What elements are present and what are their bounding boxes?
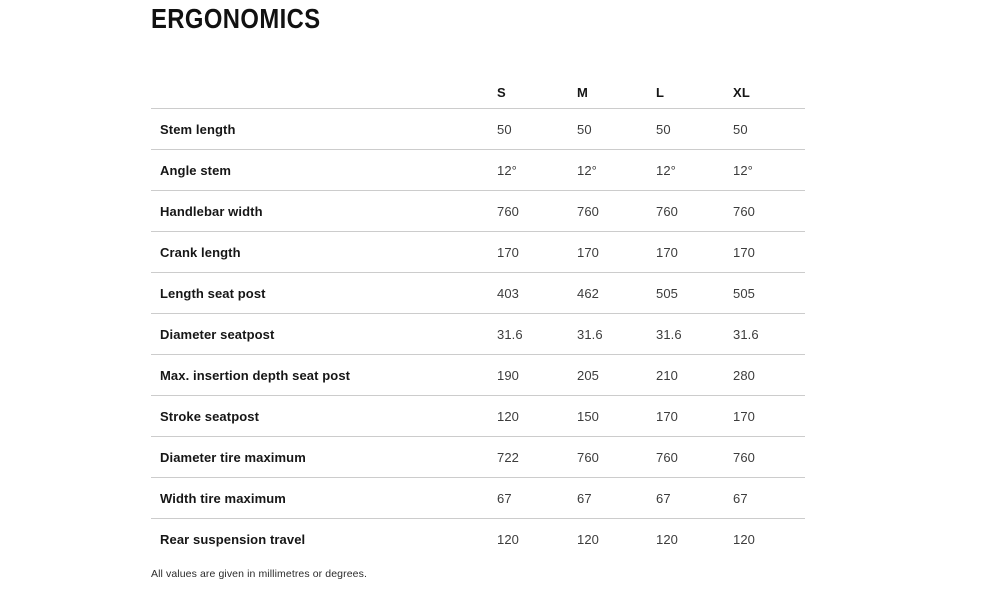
table-row	[151, 232, 805, 273]
cell-value: 170	[577, 232, 656, 273]
cell-value: 12°	[497, 150, 577, 191]
column-header-xl: XL	[733, 65, 805, 109]
table-row	[151, 314, 805, 355]
cell-value: 170	[656, 396, 733, 437]
cell-value: 170	[733, 396, 805, 437]
row-label: Max. insertion depth seat post	[151, 355, 497, 396]
cell-value: 760	[577, 191, 656, 232]
cell-value: 120	[497, 531, 519, 547]
cell-value: 67	[577, 478, 656, 519]
cell-value: 31.6	[577, 314, 656, 355]
cell-value: 67	[497, 478, 577, 519]
cell-value: 505	[656, 273, 733, 314]
row-label: Crank length	[151, 232, 497, 273]
table-head	[151, 65, 805, 109]
cell-value: 50	[497, 109, 577, 150]
table-row	[151, 519, 805, 560]
row-label: Angle stem	[151, 150, 497, 191]
row-label: Rear suspension travel	[160, 531, 306, 547]
cell-value: 760	[577, 437, 656, 478]
cell-value: 760	[656, 437, 733, 478]
page-title: ERGONOMICS	[151, 3, 321, 34]
cell-value: 170	[656, 232, 733, 273]
cell-value: 67	[656, 478, 733, 519]
table-header-row	[151, 65, 805, 109]
cell-value: 50	[733, 109, 805, 150]
cell-value: 760	[497, 191, 577, 232]
corner-cell	[151, 65, 497, 109]
cell-value: 12°	[656, 150, 733, 191]
table-row	[151, 273, 805, 314]
cell-value: 120	[733, 531, 755, 547]
cell-value: 403	[497, 273, 577, 314]
cell-value: 280	[733, 355, 805, 396]
row-label: Diameter tire maximum	[151, 437, 497, 478]
cell-value: 120	[656, 531, 678, 547]
cell-value: 31.6	[497, 314, 577, 355]
cell-value: 50	[656, 109, 733, 150]
row-label: Length seat post	[151, 273, 497, 314]
table-row	[151, 150, 805, 191]
row-label: Stroke seatpost	[151, 396, 497, 437]
cell-value: 722	[497, 437, 577, 478]
column-header-l: L	[656, 65, 733, 109]
table-row	[151, 109, 805, 150]
cell-value: 760	[656, 191, 733, 232]
table-row	[151, 191, 805, 232]
table-row	[151, 478, 805, 519]
table-row	[151, 396, 805, 437]
cell-value: 760	[733, 191, 805, 232]
table-body	[151, 109, 805, 560]
column-header-s: S	[497, 65, 577, 109]
table-footnote: All values are given in millimetres or degrees.	[151, 568, 367, 580]
cell-value: 50	[577, 109, 656, 150]
cell-value: 150	[577, 396, 656, 437]
cell-value: 31.6	[733, 314, 805, 355]
table-row	[151, 355, 805, 396]
cell-value: 505	[733, 273, 805, 314]
cell-value: 760	[733, 437, 805, 478]
row-label: Stem length	[151, 109, 497, 150]
ergonomics-table	[151, 65, 805, 560]
row-label: Width tire maximum	[151, 478, 497, 519]
cell-value: 12°	[577, 150, 656, 191]
cell-value: 170	[497, 232, 577, 273]
cell-value: 462	[577, 273, 656, 314]
cell-value: 170	[733, 232, 805, 273]
table-row	[151, 437, 805, 478]
row-label: Handlebar width	[151, 191, 497, 232]
cell-value: 120	[497, 396, 577, 437]
cell-value: 190	[497, 355, 577, 396]
column-header-m: M	[577, 65, 656, 109]
cell-value: 210	[656, 355, 733, 396]
cell-value: 67	[733, 478, 805, 519]
cell-value: 120	[577, 531, 599, 547]
cell-value: 12°	[733, 150, 805, 191]
row-label: Diameter seatpost	[151, 314, 497, 355]
cell-value: 205	[577, 355, 656, 396]
cell-value: 31.6	[656, 314, 733, 355]
